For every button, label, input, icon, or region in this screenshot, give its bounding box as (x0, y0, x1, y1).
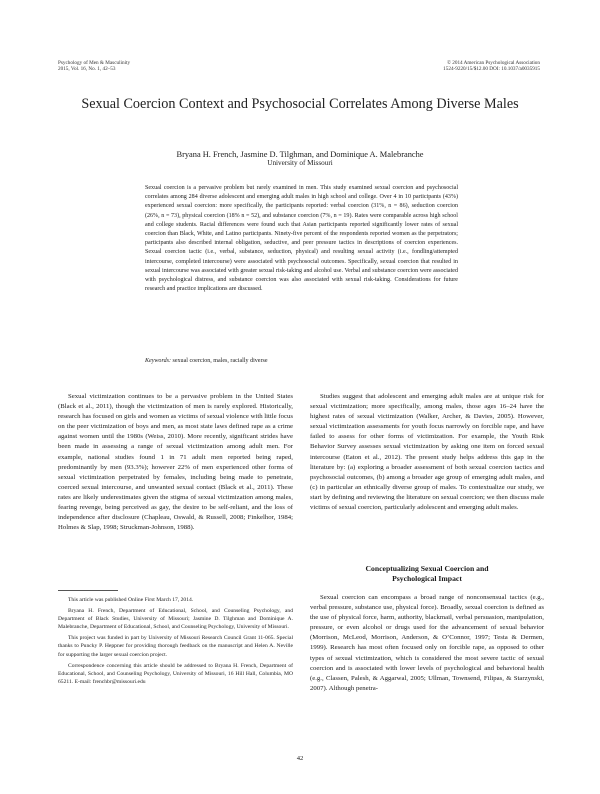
body-column-right-lower (310, 593, 544, 694)
footnote-correspondence: Correspondence concerning this article should be addressed to Bryana H. French, Department of Educational, School, and Counseling Psychology, University of Missouri, 16 Hill Hall, Columbia, MO 65211. E-mail: frenchbr@missouri.edu (58, 662, 293, 685)
intro-paragraph: Sexual victimization continues to be a pervasive problem in the United States (Black et al., 2011), though the victimization of men is rarely explored. Historically, research has focused on girls and women as victims of sexual violence with little focus on the peer victimization of boys and men, as most state laws defined rape as a crime against women until the 1980s (Weiss, 2010). More recently, significant strides have been made in assessing a range of sexual victimization among adult men. For example, national studies found 1 in 71 adult men reported being raped, predominantly by men (93.3%); however 22% of men experienced other forms of sexual victimization perpetrated by females, including being made to penetrate, coerced sexual intercourse, and unwanted sexual contact (Black et al., 2011). These rates are likely underestimates given the stigma of sexual victimization among males, fearing revenge, being perceived as gay, the desire to be self-reliant, and the loss of independence after disclosure (Chapleau, Oswald, & Russell, 2008; Finkelhor, 1984; Holmes & Slap, 1998; Struckman-Johnson, 1988). (58, 393, 293, 532)
body-column-left (58, 392, 293, 533)
footnote-affiliations: Bryana H. French, Department of Educational, School, and Counseling Psychology, and Department of Black Studies, University of Missouri; Jasmine D. Tilghman and Dominique A. Malebranche, Department of Educational, School, and Counseling Psychology, University of Missouri. (58, 608, 293, 631)
footnote-funding: This project was funded in part by University of Missouri Research Council Grant 11-065. Special thanks to Puncky P. Heppner for providing thorough feedback on the manuscript and Helen A. Neville for supporting the larger sexual coercion project. (58, 635, 293, 658)
section-heading-line1: Conceptualizing Sexual Coercion and (365, 564, 489, 573)
section-heading-line2: Psychological Impact (392, 574, 462, 583)
affiliation: University of Missouri (267, 159, 333, 167)
footnote-published: This article was published Online First March 17, 2014. (68, 597, 194, 603)
footnote-divider (58, 590, 118, 591)
page-number: 42 (296, 755, 304, 762)
keywords-label: Keywords: (145, 358, 171, 364)
section-heading (310, 564, 544, 584)
abstract: Sexual coercion is a pervasive problem but rarely examined in men. This study examined sexual coercion and psychosocial correlates among 284 diverse adolescent and emerging adult males in high school and college. Over 4 in 10 participants (43%) experienced sexual coercion: more specifically, the participants reported: verbal coercion (31%, n = 86), seduction coercion (26%, n = 73), physical coercion (18% n = 52), and substance coercion (7%, n = 19). Rates were comparable across high school and college students. Racial differences were found such that Asian participants reported significantly lower rates of sexual coercion than Black, White, and Latino participants. Ninety-five percent of the respondents reported women as the perpetrators; participants also described internal obligation, seductive, and peer pressure tactics in descriptions of coercion experiences. Sexual coercion tactic (i.e., verbal, substance, seduction, physical) and resulting sexual activity (i.e., fondling/attempted intercourse, completed intercourse) were associated with psychosocial outcomes. Specifically, sexual coercion that resulted in sexual intercourse was associated with greater sexual risk-taking and alcohol use. Verbal and substance coercion were associated with psychological distress, and substance coercion was also associated with sexual risk-taking. Considerations for future research and practice implications are discussed. (145, 185, 458, 293)
body-paragraph-3: Sexual coercion can encompass a broad range of nonconsensual tactics (e.g., verbal pressure, substance use, physical force). Broadly, sexual coercion is defined as the use of physical force, harm, authority, blackmail, verbal persuasion, manipulation, pressure, or even alcohol or drugs used for the advancement of sexual behavior (Morrison, McLeod, Morrison, Anderson, & O’Connor, 1997; Testa & Dermen, 1999). Research has most often focused only on forcible rape, as opposed to other types of sexual victimization, which is considered the most severe tactic of sexual coercion and is associated with lower levels of psychological and behavioral health (e.g., Classen, Palesh, & Aggarwal, 2005; Ullman, Townsend, Filipas, & Starzynski, 2007). Although penetra- (310, 594, 544, 692)
doi-line: 1524-9220/15/$12.00 DOI: 10.1037/a0035915 (443, 66, 540, 73)
footnotes (58, 596, 293, 689)
body-column-right (310, 392, 544, 513)
body-paragraph-2: Studies suggest that adolescent and emerging adult males are at unique risk for sexual victimization; more specifically, among males, those ages 16–24 have the highest rates of sexual victimization (Walker, Archer, & Davies, 2005). However, sexual victimization assessments for youth focus narrowly on forcible rape, and have failed to assess for other forms of victimization. For example, the Youth Risk Behavior Survey assesses sexual victimization by asking one item on forced sexual intercourse (Eaton et al., 2012). The present study helps address this gap in the literature by: (a) exploring a broader assessment of both sexual coercion tactics and psychosocial outcomes, (b) among a broader age group of emerging adult males, and (c) in particular an ethnically diverse group of males. To contextualize our study, we start by defining and reviewing the literature on sexual coercion; we then discuss male victims of sexual coercion, particularly adolescent and emerging adult males. (310, 393, 544, 512)
copyright-header (443, 60, 540, 73)
article-title: Sexual Coercion Context and Psychosocial Correlates Among Diverse Males (81, 96, 519, 112)
journal-name: Psychology of Men & Masculinity (58, 60, 131, 66)
journal-volume: 2015, Vol. 16, No. 1, 42–53 (58, 66, 116, 73)
keywords (145, 357, 458, 365)
keywords-text: sexual coercion, males, racially diverse (172, 358, 268, 364)
journal-header (58, 60, 130, 73)
author-list: Bryana H. French, Jasmine D. Tilghman, and Dominique A. Malebranche (176, 150, 424, 159)
copyright-notice: © 2014 American Psychological Association (447, 60, 540, 66)
